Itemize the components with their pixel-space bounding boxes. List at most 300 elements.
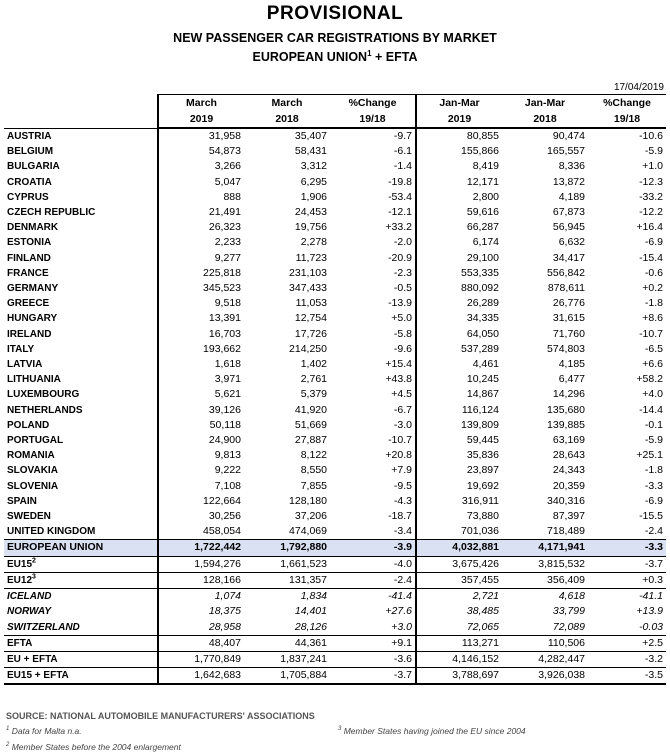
- report-date: 17/04/2019: [613, 82, 664, 93]
- cell-y19: 880,092: [416, 281, 502, 296]
- cell-y19: 80,855: [416, 128, 502, 144]
- cell-m18: 1,705,884: [244, 668, 330, 685]
- cell-ych: -41.1: [588, 589, 666, 605]
- row-label-text: ROMANIA: [7, 450, 55, 462]
- scope-main: EUROPEAN UNION: [252, 50, 368, 65]
- row-label: [4, 128, 158, 144]
- cell-ych: +4.0: [642, 388, 663, 401]
- row-label: [4, 651, 158, 667]
- cell-ych: -0.03: [639, 620, 663, 633]
- registrations-table: [4, 94, 666, 685]
- cell-m19: 28,958: [158, 620, 244, 636]
- cell-ych: -3.5: [588, 668, 666, 685]
- cell-m19: 18,375: [158, 604, 244, 619]
- row-label-text: ICELAND: [7, 591, 52, 603]
- row-label-text: EU12: [7, 574, 33, 586]
- cell-y18: 165,557: [547, 145, 585, 158]
- col-march-2018-sub: 2018: [244, 111, 330, 128]
- cell-y18: 13,872: [552, 175, 585, 188]
- cell-m19: 30,256: [158, 509, 244, 524]
- header-blank-2: [4, 111, 158, 128]
- row-label: [4, 190, 158, 205]
- cell-m18: 131,357: [244, 572, 330, 588]
- footnote-3-mark: 3: [338, 726, 342, 733]
- cell-m19: 13,391: [158, 311, 244, 326]
- cell-y18: 135,680: [547, 403, 585, 416]
- cell-m19: 3,971: [158, 372, 244, 387]
- cell-m18: 6,295: [300, 175, 327, 188]
- row-label: [4, 159, 158, 174]
- country-row: [4, 266, 666, 281]
- cell-y19: 10,245: [416, 372, 502, 387]
- cell-y19: 4,032,881: [416, 540, 502, 556]
- row-label: [4, 433, 158, 448]
- cell-mch: +15.4: [385, 358, 412, 371]
- col-ytd-2018-sub: 2018: [502, 111, 588, 128]
- cell-y18: 34,417: [552, 251, 585, 264]
- row-label: [4, 479, 158, 494]
- cell-ych: +16.4: [636, 221, 663, 234]
- cell-m18: 19,756: [294, 221, 327, 234]
- country-row: [4, 448, 666, 463]
- cell-m18: 474,069: [289, 525, 327, 538]
- cell-y18: 72,089: [552, 620, 585, 633]
- cell-m19: 1,074: [158, 589, 244, 605]
- cell-y19: 8,419: [416, 159, 502, 174]
- cell-mch: -53.4: [388, 190, 412, 203]
- cell-y19: 23,897: [416, 463, 502, 478]
- row-label: [4, 220, 158, 235]
- cell-m18: 8,550: [300, 464, 327, 477]
- cell-m19: 9,813: [158, 448, 244, 463]
- row-label: [4, 540, 158, 556]
- cell-mch: -4.3: [393, 494, 412, 507]
- cell-m19: 48,407: [158, 635, 244, 651]
- cell-m19: 1,770,849: [158, 651, 244, 667]
- row-label-text: ESTONIA: [7, 237, 52, 249]
- cell-y18: 4,618: [502, 589, 588, 605]
- cell-y19: 2,721: [416, 589, 502, 605]
- cell-y19: 2,800: [416, 190, 502, 205]
- country-row: [4, 235, 666, 250]
- cell-m18: 17,726: [294, 327, 327, 340]
- cell-m18: 347,433: [289, 282, 327, 295]
- report-scope: [90, 49, 580, 64]
- row-label-text: SWITZERLAND: [7, 621, 80, 633]
- footnote-3: [338, 726, 526, 736]
- cell-m18: 44,361: [244, 635, 330, 651]
- cell-y19: 73,880: [416, 509, 502, 524]
- cell-y18: 4,282,447: [502, 651, 588, 667]
- country-row: [4, 524, 666, 540]
- cell-y18: 28,643: [552, 449, 585, 462]
- cell-m19: 31,958: [158, 128, 244, 144]
- cell-y18: 24,343: [552, 464, 585, 477]
- row-label-text: FRANCE: [7, 267, 49, 279]
- cell-m18: 214,250: [289, 342, 327, 355]
- cell-ych: -10.7: [639, 327, 663, 340]
- row-label: [4, 342, 158, 357]
- cell-y18: 139,885: [547, 418, 585, 431]
- efta-country-row: [4, 604, 666, 619]
- row-label-text: EFTA: [7, 637, 33, 649]
- cell-m18: 5,379: [300, 388, 327, 401]
- cell-y18: 14,296: [552, 388, 585, 401]
- cell-ych: +2.5: [588, 635, 666, 651]
- col-march-change-label: %Change: [330, 95, 416, 112]
- eu15-efta-row: [4, 668, 666, 685]
- cell-m19: 888: [158, 190, 244, 205]
- cell-m18: 37,206: [294, 510, 327, 523]
- country-row: [4, 418, 666, 433]
- country-row: [4, 175, 666, 190]
- efta-total-row: [4, 635, 666, 651]
- country-row: [4, 144, 666, 159]
- cell-mch: -12.1: [388, 206, 412, 219]
- country-row: [4, 509, 666, 524]
- footnote-2-text: Member States before the 2004 enlargement: [11, 742, 181, 752]
- cell-mch: -3.7: [330, 668, 416, 685]
- cell-mch: -9.7: [330, 128, 416, 144]
- cell-m18: 1,402: [300, 358, 327, 371]
- report-subtitle: NEW PASSENGER CAR REGISTRATIONS BY MARKET: [173, 31, 497, 45]
- cell-ych: +25.1: [636, 449, 663, 462]
- cell-y19: 139,809: [416, 418, 502, 433]
- row-footnote-mark: 3: [32, 573, 36, 581]
- cell-ych: +13.9: [636, 605, 663, 618]
- cell-y18: 90,474: [502, 128, 588, 144]
- row-label-text: SPAIN: [7, 495, 37, 507]
- cell-ych: -15.5: [639, 510, 663, 523]
- cell-mch: -3.9: [330, 540, 416, 556]
- row-label: [4, 251, 158, 266]
- cell-mch: +33.2: [385, 221, 412, 234]
- cell-y18: 4,185: [558, 358, 585, 371]
- row-label-text: SLOVENIA: [7, 480, 59, 492]
- cell-m19: 21,491: [158, 205, 244, 220]
- header-row-1: [4, 95, 666, 112]
- cell-y19: 12,171: [416, 175, 502, 190]
- cell-m18: 2,761: [300, 373, 327, 386]
- cell-y19: 357,455: [416, 572, 502, 588]
- row-label: [4, 387, 158, 402]
- cell-y18: 4,171,941: [502, 540, 588, 556]
- cell-m19: 7,108: [158, 479, 244, 494]
- cell-y19: 6,174: [416, 235, 502, 250]
- row-label: [4, 205, 158, 220]
- country-row: [4, 311, 666, 326]
- country-row: [4, 357, 666, 372]
- cell-ych: +0.2: [642, 282, 663, 295]
- country-row: [4, 479, 666, 494]
- cell-mch: -6.7: [393, 403, 412, 416]
- cell-y19: 316,911: [416, 494, 502, 509]
- cell-m19: 1,594,276: [158, 556, 244, 572]
- cell-y18: 26,776: [552, 297, 585, 310]
- row-label: [4, 144, 158, 159]
- col-ytd-2019-label: Jan-Mar: [416, 95, 502, 112]
- row-label-text: CYPRUS: [7, 191, 49, 203]
- row-label: [4, 296, 158, 311]
- footnote-1-text: Data for Malta n.a.: [11, 726, 82, 736]
- cell-m19: 458,054: [158, 524, 244, 540]
- cell-m18: 2,278: [300, 236, 327, 249]
- row-label: [4, 556, 158, 572]
- cell-mch: -20.9: [388, 251, 412, 264]
- row-label-text: FINLAND: [7, 252, 51, 264]
- cell-y19: 35,836: [416, 448, 502, 463]
- cell-m18: 8,122: [300, 449, 327, 462]
- row-label-text: SLOVAKIA: [7, 465, 58, 477]
- col-march-2019-label: March: [158, 95, 244, 112]
- row-label: [4, 509, 158, 524]
- eu-total-row: [4, 540, 666, 556]
- cell-m18: 35,407: [244, 128, 330, 144]
- row-label: [4, 589, 158, 605]
- cell-m19: 9,222: [158, 463, 244, 478]
- cell-mch: -5.8: [393, 327, 412, 340]
- efta-country-row: [4, 589, 666, 605]
- header-row-2: [4, 111, 666, 128]
- cell-y19: 29,100: [416, 251, 502, 266]
- cell-m19: 1,642,683: [158, 668, 244, 685]
- row-label-text: LITHUANIA: [7, 374, 61, 386]
- cell-m18: 1,792,880: [244, 540, 330, 556]
- cell-m19: 16,703: [158, 327, 244, 342]
- row-label: [4, 463, 158, 478]
- row-label-text: ITALY: [7, 343, 35, 355]
- row-label-text: GERMANY: [7, 283, 59, 295]
- cell-y18: 6,477: [558, 373, 585, 386]
- cell-y18: 33,799: [552, 605, 585, 618]
- country-row: [4, 128, 666, 144]
- cell-y19: 59,445: [416, 433, 502, 448]
- row-label: [4, 235, 158, 250]
- eu12-row: [4, 572, 666, 588]
- country-row: [4, 159, 666, 174]
- row-label: [4, 604, 158, 619]
- cell-ych: -1.8: [644, 297, 663, 310]
- row-label: [4, 448, 158, 463]
- cell-y19: 26,289: [416, 296, 502, 311]
- cell-ych: +0.3: [588, 572, 666, 588]
- col-march-2019-sub: 2019: [158, 111, 244, 128]
- scope-footnote-mark: 1: [367, 49, 372, 58]
- country-row: [4, 281, 666, 296]
- row-label-text: IRELAND: [7, 328, 52, 340]
- cell-ych: -0.1: [644, 418, 663, 431]
- cell-ych: -1.8: [644, 464, 663, 477]
- country-row: [4, 327, 666, 342]
- row-label: [4, 418, 158, 433]
- row-label: [4, 620, 158, 636]
- cell-m19: 1,618: [158, 357, 244, 372]
- row-label-text: AUSTRIA: [7, 130, 52, 142]
- row-label: [4, 266, 158, 281]
- row-label-text: DENMARK: [7, 222, 59, 234]
- row-label-text: PORTUGAL: [7, 435, 64, 447]
- cell-mch: -2.0: [393, 236, 412, 249]
- cell-m18: 12,754: [294, 312, 327, 325]
- row-label-text: EU15 + EFTA: [7, 670, 69, 682]
- cell-mch: +20.8: [385, 449, 412, 462]
- row-label-text: HUNGARY: [7, 313, 58, 325]
- row-label: [4, 327, 158, 342]
- cell-ych: -10.6: [588, 128, 666, 144]
- cell-ych: -0.6: [644, 266, 663, 279]
- footnote-2: [6, 742, 181, 752]
- cell-y18: 71,760: [552, 327, 585, 340]
- cell-ych: -5.9: [644, 145, 663, 158]
- country-row: [4, 494, 666, 509]
- country-row: [4, 205, 666, 220]
- footnote-1-mark: 1: [6, 726, 10, 733]
- country-row: [4, 342, 666, 357]
- cell-mch: -2.3: [393, 266, 412, 279]
- cell-m19: 5,047: [158, 175, 244, 190]
- cell-m18: 11,723: [295, 251, 327, 264]
- row-label: [4, 403, 158, 418]
- cell-ych: -3.3: [644, 479, 663, 492]
- cell-ych: +8.6: [642, 312, 663, 325]
- row-label-text: EU15: [7, 558, 33, 570]
- cell-y19: 34,335: [416, 311, 502, 326]
- cell-y18: 67,873: [552, 206, 585, 219]
- row-label: [4, 668, 158, 685]
- row-label: [4, 281, 158, 296]
- cell-mch: -18.7: [388, 510, 412, 523]
- cell-y18: 878,611: [547, 282, 585, 295]
- row-label-text: LUXEMBOURG: [7, 389, 80, 401]
- row-label-text: CROATIA: [7, 176, 52, 188]
- cell-y18: 356,409: [502, 572, 588, 588]
- cell-mch: -19.8: [388, 175, 412, 188]
- cell-m18: 3,312: [300, 160, 327, 173]
- cell-m19: 2,233: [158, 235, 244, 250]
- cell-y19: 14,867: [416, 387, 502, 402]
- cell-ych: -2.4: [644, 525, 663, 538]
- cell-ych: +58.2: [636, 373, 663, 386]
- cell-y18: 556,842: [547, 266, 585, 279]
- cell-m18: 128,180: [289, 494, 327, 507]
- row-label: [4, 372, 158, 387]
- cell-m19: 128,166: [158, 572, 244, 588]
- cell-y19: 66,287: [416, 220, 502, 235]
- cell-ych: -3.2: [588, 651, 666, 667]
- cell-y18: 63,169: [552, 434, 585, 447]
- cell-mch: +43.8: [385, 373, 412, 386]
- cell-m19: 3,266: [158, 159, 244, 174]
- row-label-text: NETHERLANDS: [7, 404, 83, 416]
- row-label-text: SWEDEN: [7, 511, 51, 523]
- cell-y18: 574,803: [547, 342, 585, 355]
- row-label-text: EU + EFTA: [7, 653, 58, 665]
- cell-mch: +3.0: [391, 620, 412, 633]
- row-label: [4, 175, 158, 190]
- cell-y19: 116,124: [416, 403, 502, 418]
- cell-ych: -12.3: [639, 175, 663, 188]
- cell-y19: 19,692: [416, 479, 502, 494]
- eu15-row: [4, 556, 666, 572]
- cell-ych: -12.2: [639, 206, 663, 219]
- cell-y18: 20,359: [552, 479, 585, 492]
- row-label: [4, 572, 158, 588]
- cell-y18: 8,336: [558, 160, 585, 173]
- cell-mch: +27.6: [385, 605, 412, 618]
- cell-y18: 87,397: [552, 510, 585, 523]
- cell-m19: 193,662: [158, 342, 244, 357]
- cell-m19: 5,621: [158, 387, 244, 402]
- cell-mch: -3.0: [393, 418, 412, 431]
- country-row: [4, 220, 666, 235]
- cell-mch: -10.7: [388, 434, 412, 447]
- cell-m18: 51,669: [294, 418, 327, 431]
- cell-y19: 701,036: [416, 524, 502, 540]
- cell-mch: -41.4: [330, 589, 416, 605]
- cell-mch: -2.4: [330, 572, 416, 588]
- row-label-text: BULGARIA: [7, 161, 60, 173]
- cell-m18: 28,126: [294, 620, 327, 633]
- cell-ych: -3.7: [644, 557, 663, 570]
- table-body: [4, 128, 666, 684]
- cell-m19: 24,900: [158, 433, 244, 448]
- row-label: [4, 311, 158, 326]
- cell-m19: 39,126: [158, 403, 244, 418]
- cell-y18: 56,945: [552, 221, 585, 234]
- cell-m19: 225,818: [158, 266, 244, 281]
- cell-mch: +5.0: [391, 312, 412, 325]
- footnote-3-text: Member States having joined the EU since 2004: [343, 726, 526, 736]
- cell-m18: 7,855: [300, 479, 327, 492]
- cell-y18: 6,632: [558, 236, 585, 249]
- cell-ych: -5.9: [644, 434, 663, 447]
- cell-m19: 1,722,442: [158, 540, 244, 556]
- cell-m18: 41,920: [294, 403, 327, 416]
- country-row: [4, 433, 666, 448]
- cell-y19: 155,866: [416, 144, 502, 159]
- row-label-text: BELGIUM: [7, 146, 54, 158]
- cell-mch: +7.9: [391, 464, 412, 477]
- cell-mch: -13.9: [388, 297, 412, 310]
- eu-efta-row: [4, 651, 666, 667]
- cell-y19: 38,485: [416, 604, 502, 619]
- cell-ych: -33.2: [639, 190, 663, 203]
- col-ytd-2019-sub: 2019: [416, 111, 502, 128]
- col-march-change-sub: 19/18: [330, 111, 416, 128]
- col-ytd-change-label: %Change: [588, 95, 666, 112]
- cell-y19: 72,065: [416, 620, 502, 636]
- cell-y19: 4,461: [416, 357, 502, 372]
- cell-y19: 113,271: [416, 635, 502, 651]
- row-label-text: LATVIA: [7, 359, 43, 371]
- country-row: [4, 403, 666, 418]
- cell-mch: -4.0: [393, 557, 412, 570]
- row-footnote-mark: 2: [32, 557, 36, 565]
- cell-mch: -9.6: [393, 342, 412, 355]
- cell-m18: 58,431: [294, 145, 327, 158]
- country-row: [4, 190, 666, 205]
- country-row: [4, 387, 666, 402]
- source-note: SOURCE: NATIONAL AUTOMOBILE MANUFACTURERS' ASSOCIATIONS: [6, 711, 315, 721]
- cell-m19: 345,523: [158, 281, 244, 296]
- cell-y18: 4,189: [558, 190, 585, 203]
- cell-m18: 1,906: [300, 190, 327, 203]
- cell-mch: -0.5: [393, 282, 412, 295]
- cell-y19: 553,335: [416, 266, 502, 281]
- cell-m19: 122,664: [158, 494, 244, 509]
- cell-y19: 4,146,152: [416, 651, 502, 667]
- row-label: [4, 524, 158, 540]
